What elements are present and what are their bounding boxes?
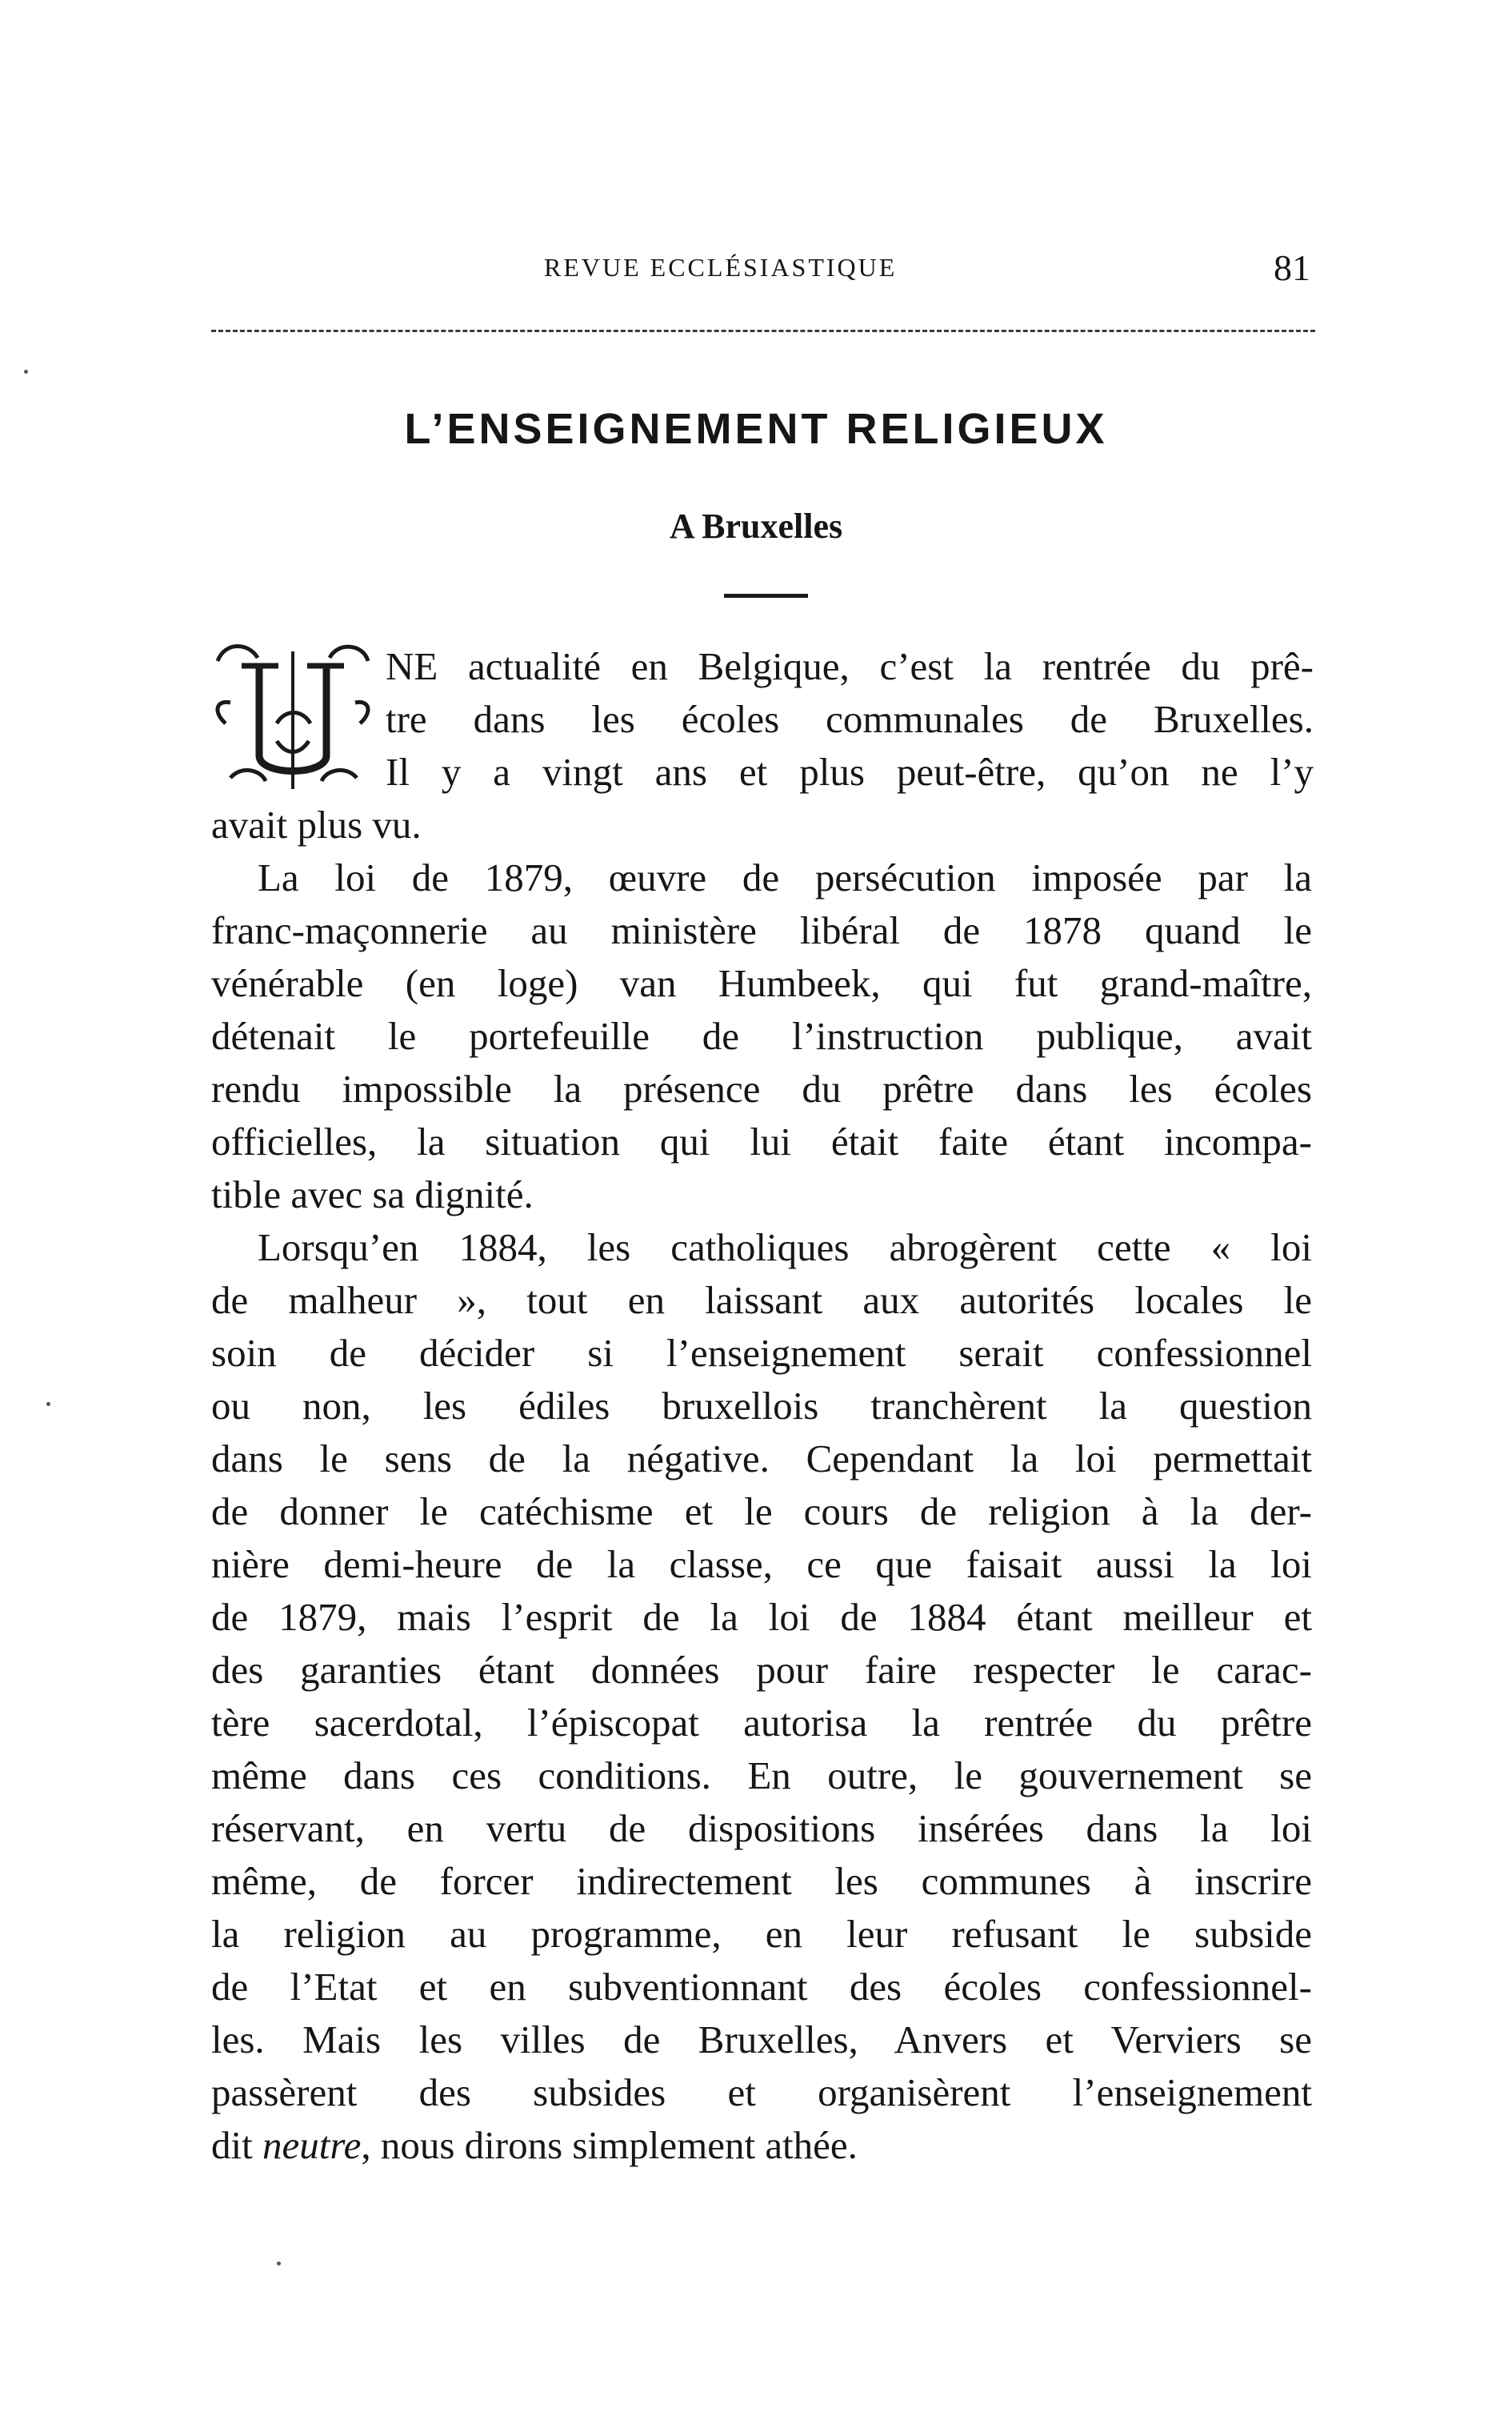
text-line: officielles, la situation qui lui était faite étant incompa- (211, 1120, 1312, 1164)
scan-speck (46, 1402, 50, 1406)
opening-lines (386, 640, 1314, 799)
running-header (0, 246, 1512, 294)
header-rule (211, 330, 1315, 332)
text-line: la religion au programme, en leur refusant le subside (211, 1912, 1312, 1956)
text-line: soin de décider si l’enseignement serait confessionnel (211, 1331, 1312, 1375)
text-line: tre dans les écoles communales de Bruxelles. (386, 697, 1314, 741)
text-line: NE actualité en Belgique, c’est la rentrée du prê- (386, 644, 1314, 688)
text-line: des garanties étant données pour faire respecter le carac- (211, 1648, 1312, 1692)
scan-speck (24, 370, 28, 374)
last-text-line (211, 2119, 1312, 2172)
text-line: passèrent des subsides et organisèrent l’enseignement (211, 2070, 1312, 2114)
text-line: tère sacerdotal, l’épiscopat autorisa la rentrée du prêtre (211, 1701, 1312, 1745)
text-line: de donner le catéchisme et le cours de religion à la der- (211, 1489, 1312, 1533)
text-line: même dans ces conditions. En outre, le gouvernement se (211, 1753, 1312, 1797)
ornamental-initial-icon (210, 635, 376, 792)
text-line: dans le sens de la négative. Cependant la loi permettait (211, 1436, 1312, 1480)
text-line: Il y a vingt ans et plus peut-être, qu’on ne l’y (386, 750, 1314, 794)
text-line: vénérable (en loge) van Humbeek, qui fut grand-maître, (211, 961, 1312, 1005)
page-number: 81 (1274, 247, 1310, 288)
last-line-prefix: dit (211, 2123, 262, 2167)
drop-cap-letter: U (292, 747, 294, 748)
text-line: rendu impossible la présence du prêtre dans les écoles (211, 1067, 1312, 1111)
text-line: de l’Etat et en subventionnant des écoles confessionnel- (211, 1965, 1312, 2009)
text-line: La loi de 1879, œuvre de persécution imposée par la (258, 855, 1312, 899)
text-line: de 1879, mais l’esprit de la loi de 1884 étant meilleur et (211, 1595, 1312, 1639)
body-text (211, 799, 1312, 2172)
text-line: Lorsqu’en 1884, les catholiques abrogèrent cette « loi (258, 1225, 1312, 1269)
text-line: de malheur », tout en laissant aux autorités locales le (211, 1278, 1312, 1322)
italic-word: neutre (262, 2123, 362, 2167)
last-line-suffix: , nous dirons simplement athée. (361, 2123, 858, 2167)
text-line: détenait le portefeuille de l’instruction publique, avait (211, 1014, 1312, 1058)
text-line: même, de forcer indirectement les communes à inscrire (211, 1859, 1312, 1903)
text-line: nière demi-heure de la classe, ce que faisait aussi la loi (211, 1542, 1312, 1586)
text-line: franc-maçonnerie au ministère libéral de 1878 quand le (211, 908, 1312, 952)
text-line: réservant, en vertu de dispositions insérées dans la loi (211, 1806, 1312, 1850)
scan-speck (277, 2262, 281, 2266)
running-title: REVUE ECCLÉSIASTIQUE (544, 253, 898, 282)
article-subtitle: A Bruxelles (669, 507, 843, 546)
article-title: L’ENSEIGNEMENT RELIGIEUX (404, 405, 1108, 453)
text-line: les. Mais les villes de Bruxelles, Anvers et Verviers se (211, 2017, 1312, 2061)
text-line: avait plus vu. (211, 803, 422, 847)
title-rule (724, 594, 808, 598)
text-line: tible avec sa dignité. (211, 1172, 534, 1216)
text-line: ou non, les édiles bruxellois tranchèrent la question (211, 1384, 1312, 1428)
